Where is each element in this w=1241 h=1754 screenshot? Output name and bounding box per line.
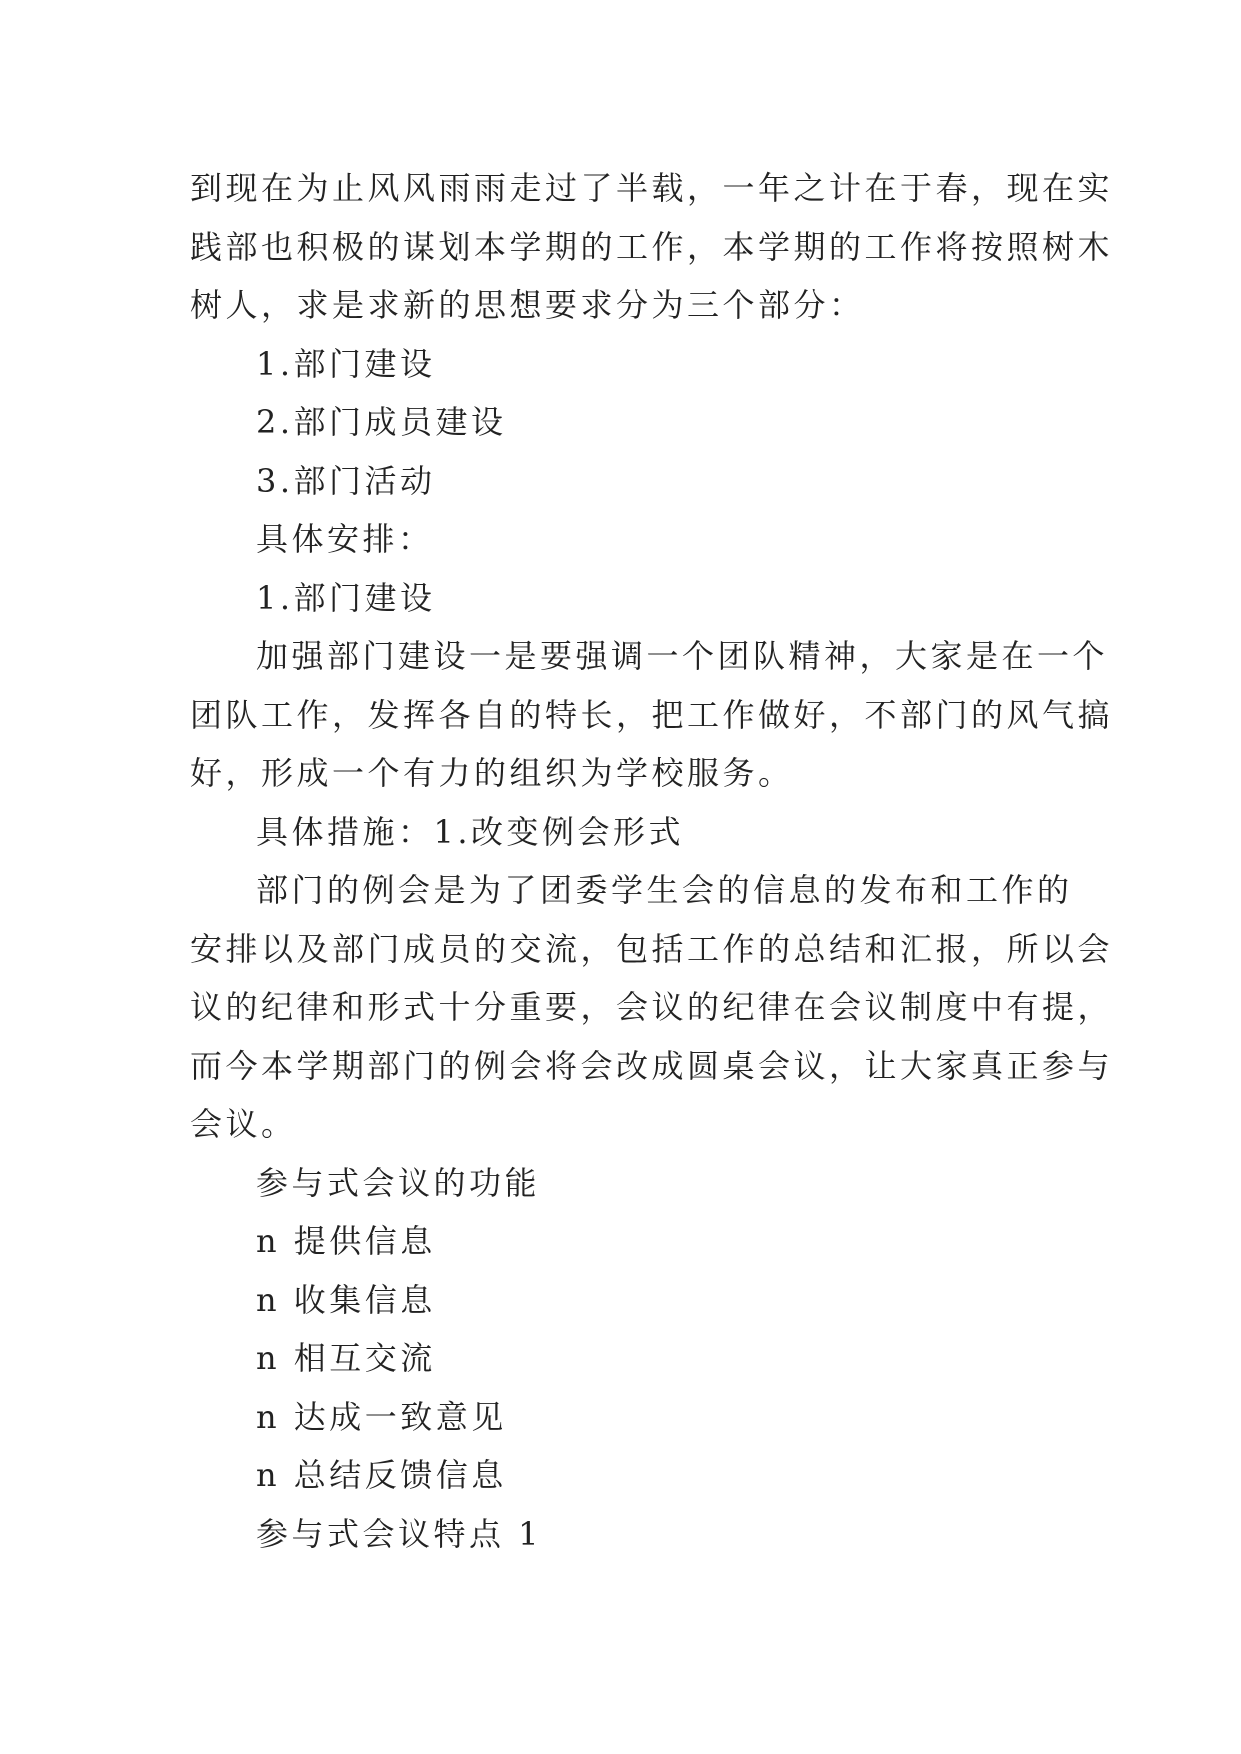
text-line: 议的纪律和形式十分重要，会议的纪律在会议制度中有提， (190, 988, 1114, 1026)
list-item: n 提供信息 (256, 1222, 436, 1260)
list-item: n 收集信息 (256, 1280, 436, 1319)
text-line: 到现在为止风风雨雨走过了半载，一年之计在于春，现在实 (190, 169, 1114, 207)
text-line: 安排以及部门成员的交流，包括工作的总结和汇报，所以会 (190, 929, 1114, 968)
list-item: n 总结反馈信息 (256, 1456, 507, 1494)
text-line: 而今本学期部门的例会将会改成圆桌会议，让大家真正参与 (190, 1046, 1114, 1085)
text-line: 践部也积极的谋划本学期的工作，本学期的工作将按照树木 (190, 227, 1114, 266)
section-heading: 具体安排： (256, 520, 434, 558)
document-body (190, 159, 1114, 1563)
text-line: 团队工作，发挥各自的特长，把工作做好，不部门的风气搞 (190, 695, 1114, 734)
list-item: 1.部门建设 (256, 344, 436, 383)
list-item: n 达成一致意见 (256, 1397, 507, 1436)
section-heading: 参与式会议的功能 (256, 1163, 541, 1202)
section-heading: 1.部门建设 (256, 578, 436, 617)
text-line: 树人，求是求新的思想要求分为三个部分： (190, 286, 865, 324)
text-line: 好，形成一个有力的组织为学校服务。 (190, 754, 794, 792)
text-line: 加强部门建设一是要强调一个团队精神，大家是在一个 (256, 637, 1109, 675)
text-line: 会议。 (190, 1105, 297, 1143)
section-heading: 具体措施：1.改变例会形式 (256, 812, 685, 851)
list-item: n 相互交流 (256, 1339, 436, 1377)
section-heading: 参与式会议特点 1 (256, 1514, 543, 1553)
list-item: 2.部门成员建设 (256, 403, 507, 441)
list-item: 3.部门活动 (256, 461, 436, 500)
text-line: 部门的例会是为了团委学生会的信息的发布和工作的 (256, 871, 1073, 909)
